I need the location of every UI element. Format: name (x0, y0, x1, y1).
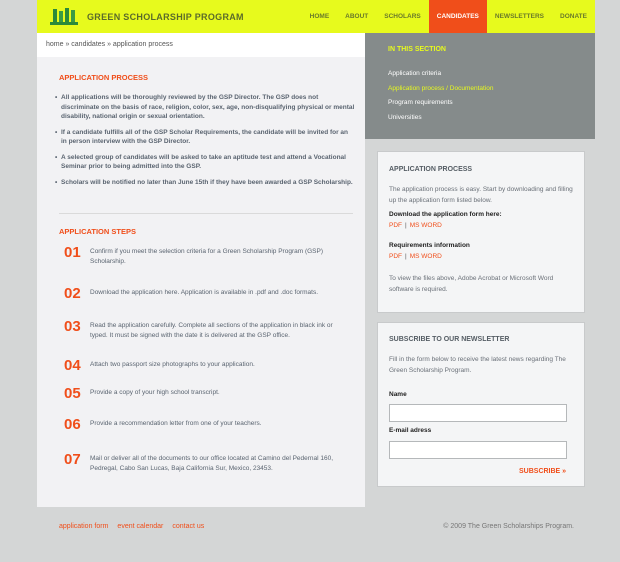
section-link-universities[interactable]: Universities (388, 113, 422, 121)
process-box-intro: The application process is easy. Start by downloading and filling up the application form listed below. (389, 186, 573, 204)
list-item: • A selected group of candidates will be asked to take an aptitude test and attend a Vocational Seminar prior to being admitted into the GSP. (55, 153, 355, 172)
brand-name[interactable]: GREEN SCHOLARSHIP PROGRAM (87, 12, 244, 22)
list-item: • If a candidate fulfills all of the GSP Scholar Requirements, the candidate will be invited for an in person interview with the GSP Director. (55, 128, 355, 147)
download-pdf-link[interactable]: PDF (389, 222, 402, 229)
section-link-requirements[interactable]: Program requirements (388, 99, 453, 106)
newsletter-intro: Fill in the form below to receive the latest news regarding The Green Scholarship Program. (389, 356, 566, 374)
download-word-link[interactable]: MS WORD (409, 222, 442, 229)
nav-home[interactable]: HOME (309, 13, 330, 20)
software-note: To view the files above, Adobe Acrobat or Microsoft Word software is required. (389, 275, 554, 293)
section-divider (59, 213, 353, 214)
step-number: 06 (64, 416, 81, 433)
download-label: Download the application form here: (389, 211, 502, 218)
footer-link-contact-us[interactable]: contact us (172, 523, 205, 530)
name-input[interactable] (389, 404, 567, 422)
list-item: • Scholars will be notified no later than June 15th if they have been awarded a GSP Scholarship. (55, 178, 355, 188)
footer-link-event-calendar[interactable]: event calendar (117, 523, 164, 530)
email-label: E-mail adress (389, 427, 432, 434)
step-text: Confirm if you meet the selection criteria for a Green Scholarship Program (GSP) Scholarship. (90, 248, 324, 265)
step-number: 01 (64, 244, 81, 261)
list-item: • All applications will be thoroughly reviewed by the GSP Director. The GSP does not discriminate on the basis of race, religion, color, sex, age, non-disqualifying physical or mental disability, national origin or sexual orientation. (55, 93, 355, 122)
books-logo-icon[interactable] (50, 8, 78, 25)
step-text: Attach two passport size photographs to your application. (90, 361, 255, 368)
copyright: © 2009 The Green Scholarships Program. (443, 523, 574, 530)
name-label: Name (389, 391, 407, 398)
application-steps-heading: APPLICATION STEPS (59, 227, 136, 236)
footer-link-application-form[interactable]: application form (59, 523, 109, 530)
step-number: 04 (64, 357, 81, 374)
footer-links (59, 523, 213, 530)
requirements-word-link[interactable]: MS WORD (409, 253, 442, 260)
breadcrumb-bar (37, 33, 365, 57)
main-content (37, 33, 365, 507)
process-bullet-list (55, 93, 355, 193)
top-bar (37, 0, 595, 33)
in-this-section-title: IN THIS SECTION (388, 46, 446, 53)
main-nav (302, 0, 595, 33)
section-links (388, 67, 494, 125)
requirements-label: Requirements information (389, 242, 470, 249)
download-links (389, 222, 442, 229)
link-separator: | (405, 253, 407, 260)
application-process-heading: APPLICATION PROCESS (59, 73, 149, 82)
nav-candidates[interactable]: CANDIDATES (429, 0, 487, 38)
subscribe-button[interactable]: SUBSCRIBE » (519, 468, 567, 475)
nav-newsletters[interactable]: NEWSLETTERS (494, 13, 545, 20)
in-this-section-panel (365, 33, 595, 139)
step-number: 03 (64, 318, 81, 335)
application-process-box (377, 151, 585, 313)
step-number: 05 (64, 385, 81, 402)
step-text: Provide a recommendation letter from one of your teachers. (90, 420, 262, 427)
nav-about[interactable]: ABOUT (345, 13, 369, 20)
requirements-links (389, 253, 442, 260)
nav-scholars[interactable]: SCHOLARS (384, 13, 421, 20)
process-box-title: APPLICATION PROCESS (389, 166, 473, 173)
step-text: Mail or deliver all of the documents to our office located at Camino del Pedernal 160, Pedregal, Cabo San Lucas, Baja California Sur, Mexico, 23453. (90, 455, 334, 472)
requirements-pdf-link[interactable]: PDF (389, 253, 402, 260)
newsletter-box (377, 322, 585, 487)
breadcrumb[interactable]: home » candidates » application process (46, 41, 173, 48)
newsletter-title: SUBSCRIBE TO OUR NEWSLETTER (389, 336, 510, 343)
step-number: 07 (64, 451, 81, 468)
step-number: 02 (64, 285, 81, 302)
section-link-criteria[interactable]: Application criteria (388, 70, 442, 77)
link-separator: | (405, 222, 407, 229)
email-input[interactable] (389, 441, 567, 459)
section-link-process[interactable]: Application process / Documentation (388, 84, 494, 92)
step-text: Download the application here. Application is available in .pdf and .doc formats. (90, 289, 319, 296)
nav-donate[interactable]: DONATE (560, 13, 587, 20)
step-text: Read the application carefully. Complete all sections of the application in black ink or typed. It must be signed with the date it is delivered at the GSP office. (90, 322, 333, 339)
step-text: Provide a copy of your high school transcript. (90, 389, 220, 396)
